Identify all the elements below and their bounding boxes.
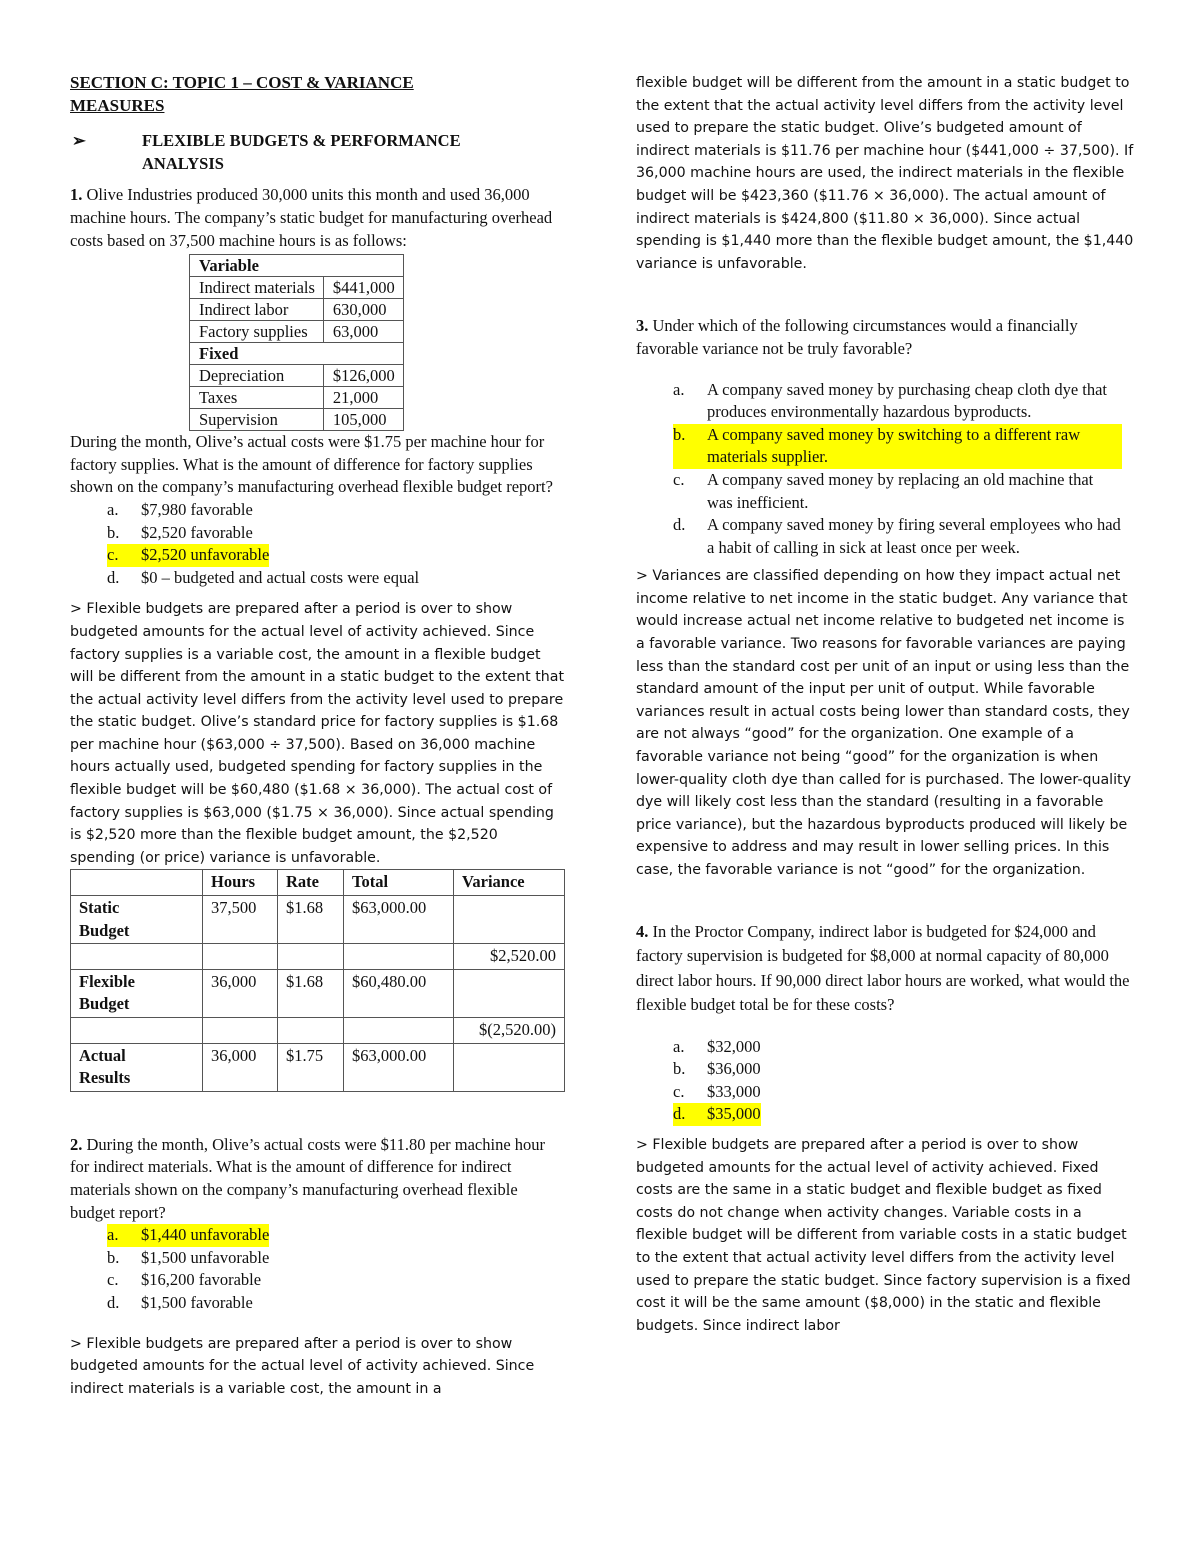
table-cell: $1.75 (278, 1043, 344, 1091)
option-text: $32,000 (707, 1036, 761, 1056)
table-row (71, 1018, 565, 1044)
table-row (190, 299, 404, 321)
answer-option-correct (673, 1103, 1136, 1126)
table-cell: 36,000 (203, 969, 278, 1017)
subheading-text (142, 130, 461, 175)
row-label-line: Results (79, 1068, 131, 1088)
table-row (71, 944, 565, 970)
table-row (190, 409, 404, 431)
row-label-line: Static (79, 898, 120, 918)
question-number: 1. (70, 185, 83, 205)
table-cell: $(2,520.00) (454, 1018, 565, 1044)
answer-option (107, 499, 565, 522)
question-2 (70, 1134, 565, 1224)
table-row (190, 365, 404, 387)
row-label-line: Actual (79, 1045, 126, 1065)
option-letter: b. (107, 1247, 120, 1267)
section-title-line1: SECTION C: TOPIC 1 – COST & VARIANCE (70, 73, 414, 92)
table-cell: $2,520.00 (454, 944, 565, 970)
subheading-line1: FLEXIBLE BUDGETS & PERFORMANCE (142, 131, 461, 151)
option-letter: c. (673, 469, 685, 489)
question-4-explanation: > Flexible budgets are prepared after a period is over to show budgeted amounts for the actual level of activity achieved. Fixed costs are the same in a static budget and flexible budget as fixed costs do not change when activity changes. Variable costs in a flexible budget will be different from variable costs in a static budget to the extent that actual activity level differs from the activity level used to prepare the static budget. Since factory supervision is a fixed cost it will be the same amount ($8,000) in the static and flexible budgets. Since indirect labor (636, 1136, 1131, 1334)
table-cell: 105,000 (323, 409, 403, 431)
question-number: 2. (70, 1134, 83, 1154)
question-text: In the Proctor Company, indirect labor is budgeted for $24,000 and factory supervision is budgeted for $8,000 at normal capacity of 80,000 direct labor hours. If 90,000 direct labor hours are worked, what would the flexible budget total be for these costs? (636, 921, 1130, 1015)
answer-option (673, 1081, 1136, 1104)
option-letter: a. (107, 499, 119, 519)
table-group-label: Fixed (190, 343, 404, 365)
table-cell: $63,000.00 (344, 896, 454, 944)
table-cell (454, 1043, 565, 1091)
table-row (190, 277, 404, 299)
question-text: Olive Industries produced 30,000 units this month and used 36,000 machine hours. The company’s static budget for manufacturing overhead costs based on 37,500 machine hours is as follows: (70, 185, 553, 250)
option-text: $7,980 favorable (141, 499, 253, 519)
question-text: Under which of the following circumstances would a financially favorable variance not be truly favorable? (636, 316, 1078, 358)
answer-option (673, 1036, 1136, 1059)
question-3 (636, 315, 1136, 360)
right-column (636, 72, 1136, 1337)
table-cell: 630,000 (323, 299, 403, 321)
table-cell (454, 969, 565, 1017)
table-row (190, 387, 404, 409)
option-letter: a. (673, 1036, 685, 1056)
table-cell (203, 944, 278, 970)
answer-option (107, 567, 565, 590)
table-cell: Indirect labor (190, 299, 324, 321)
question-3-options (636, 379, 1136, 560)
table-cell (454, 896, 565, 944)
table-row (71, 969, 565, 1017)
answer-option-correct (107, 1224, 565, 1247)
row-label (71, 896, 203, 944)
option-letter: c. (107, 544, 141, 567)
table-cell: 21,000 (323, 387, 403, 409)
answer-option-correct (673, 424, 1136, 469)
option-text: $36,000 (707, 1059, 761, 1079)
arrow-bullet-icon: ➢ (72, 131, 86, 151)
table-cell: Taxes (190, 387, 324, 409)
row-label (71, 1043, 203, 1091)
subheading (70, 130, 565, 175)
option-text: $1,440 unfavorable (141, 1224, 269, 1247)
question-4-options (636, 1036, 1136, 1126)
subheading-line2: ANALYSIS (142, 153, 224, 173)
option-letter: d. (107, 1292, 120, 1312)
answer-option (673, 379, 1136, 424)
question-4 (636, 920, 1136, 1018)
row-label-line: Flexible (79, 971, 135, 991)
table-cell: Supervision (190, 409, 324, 431)
answer-option (107, 1269, 565, 1292)
answer-option (107, 522, 565, 545)
row-label (71, 969, 203, 1017)
option-letter: a. (673, 379, 685, 399)
option-letter: b. (673, 1059, 686, 1079)
table-cell: Factory supplies (190, 321, 324, 343)
option-text: A company saved money by replacing an old machine that was inefficient. (707, 469, 1094, 512)
table-header: Variance (454, 870, 565, 896)
table-cell (344, 944, 454, 970)
table-cell (203, 1018, 278, 1044)
section-title-line2: MEASURES (70, 95, 165, 115)
answer-option-correct (107, 544, 565, 567)
table-header (71, 870, 203, 896)
question-number: 4. (636, 921, 649, 941)
table-group-label: Variable (190, 255, 404, 277)
row-label-line: Budget (79, 994, 130, 1014)
table-cell (344, 1018, 454, 1044)
option-letter: c. (673, 1081, 685, 1101)
question-2-options (70, 1224, 565, 1314)
option-letter: d. (107, 567, 120, 587)
table-cell: $63,000.00 (344, 1043, 454, 1091)
table-cell: Indirect materials (190, 277, 324, 299)
answer-option (673, 1058, 1136, 1081)
table-cell: $1.68 (278, 969, 344, 1017)
question-1-text: During the month, Olive’s actual costs were $1.75 per machine hour for factory supplies. What is the amount of difference for factory supplies shown on the company’s manufacturing overhead flexible budget report? (70, 432, 553, 497)
option-letter: d. (673, 515, 686, 535)
option-text: A company saved money by purchasing cheap cloth dye that produces environmentally hazardous byproducts. (707, 379, 1108, 422)
option-letter: d. (673, 1103, 707, 1126)
table-cell: $441,000 (323, 277, 403, 299)
option-text: A company saved money by firing several employees who had a habit of calling in sick at least once per week. (707, 515, 1121, 557)
table-cell (71, 1018, 203, 1044)
answer-option (107, 1247, 565, 1270)
question-1-options (70, 499, 565, 589)
table-cell: $1.68 (278, 896, 344, 944)
row-label-line: Budget (79, 920, 130, 940)
table-cell: $60,480.00 (344, 969, 454, 1017)
table-cell: $126,000 (323, 365, 403, 387)
option-letter: c. (107, 1270, 119, 1290)
table-cell (278, 1018, 344, 1044)
table-cell: Depreciation (190, 365, 324, 387)
option-text: $1,500 favorable (141, 1292, 253, 1312)
table-row (190, 321, 404, 343)
option-letter: b. (107, 522, 120, 542)
question-1-explanation: > Flexible budgets are prepared after a period is over to show budgeted amounts for the actual level of activity achieved. Since factory supplies is a variable cost, the amount in a flexible budget will be different from the amount in a static budget to the extent that the actual activity level differs from the activity level used to prepare the static budget. Olive’s standard price for factory supplies is $1.68 per machine hour ($63,000 ÷ 37,500). Based on 36,000 machine hours actually used, budgeted spending for factory supplies in the flexible budget will be $60,480 ($1.68 × 36,000). The actual cost of factory supplies is $63,000 ($1.75 × 36,000). Since actual spending is $2,520 more than the flexible budget amount, the $2,520 spending (or price) variance is unfavorable. (70, 601, 565, 866)
table-header-row (71, 870, 565, 896)
question-2-explanation-continued: flexible budget will be different from the amount in a static budget to the extent that the actual activity level differs from the activity level used to prepare the static budget. Olive’s budgeted amount of indirect materials is $11.76 per machine hour ($441,000 ÷ 37,500). If 36,000 machine hours are used, the indirect materials in the flexible budget will be $423,360 ($11.76 × 36,000). The actual amount of indirect materials is $424,800 ($11.80 × 36,000). Since actual spending is $1,440 more than the flexible budget amount, the $1,440 variance is unfavorable. (636, 75, 1134, 272)
table-cell (71, 944, 203, 970)
question-3-explanation: > Variances are classified depending on how they impact actual net income relative to net income in the static budget. Any variance that would increase actual net income relative to budgeted net income is a favorable variance. Two reasons for favorable variances are paying less than the standard cost per unit of an input or using less than the standard amount of the input per unit of output. While favorable variances result in actual costs being lower than standard costs, they are not always “good” for the organization. One example of a favorable variance not being “good” for the organization is when lower-quality cloth dye than called for is purchased. The lower-quality dye will likely cost less than the standard (resulting in a favorable price variance), but the hazardous byproducts produced will likely be expensive to address and may result in lower selling prices. In this case, the favorable variance is not “good” for the organization. (636, 568, 1131, 878)
option-letter: b. (673, 424, 707, 469)
table-row (71, 1043, 565, 1091)
table-cell (278, 944, 344, 970)
table-header: Rate (278, 870, 344, 896)
overhead-budget-table (189, 254, 404, 431)
question-text: During the month, Olive’s actual costs were $11.80 per machine hour for indirect materials. What is the amount of difference for indirect materials shown on the company’s manufacturing overhead flexible budget report? (70, 1134, 546, 1222)
option-text: $16,200 favorable (141, 1270, 262, 1290)
question-2-explanation: > Flexible budgets are prepared after a period is over to show budgeted amounts for the actual level of activity achieved. Since indirect materials is a variable cost, the amount in a (70, 1335, 535, 1397)
question-1-intro (70, 184, 565, 252)
table-cell: 36,000 (203, 1043, 278, 1091)
table-cell: 63,000 (323, 321, 403, 343)
table-cell: 37,500 (203, 896, 278, 944)
answer-option (107, 1292, 565, 1315)
table-row (71, 896, 565, 944)
option-text: $1,500 unfavorable (141, 1247, 270, 1267)
option-text: $2,520 unfavorable (141, 544, 269, 567)
option-text: $35,000 (707, 1103, 761, 1126)
answer-option (673, 469, 1136, 514)
option-text: A company saved money by switching to a different raw materials supplier. (707, 424, 1122, 469)
option-letter: a. (107, 1224, 141, 1247)
option-text: $0 – budgeted and actual costs were equal (141, 567, 420, 587)
section-title (70, 72, 565, 117)
option-text: $2,520 favorable (141, 522, 253, 542)
left-column (70, 72, 565, 1400)
variance-table (70, 869, 565, 1091)
table-header: Total (344, 870, 454, 896)
table-header: Hours (203, 870, 278, 896)
answer-option (673, 514, 1136, 559)
option-text: $33,000 (707, 1081, 761, 1101)
question-number: 3. (636, 316, 649, 336)
